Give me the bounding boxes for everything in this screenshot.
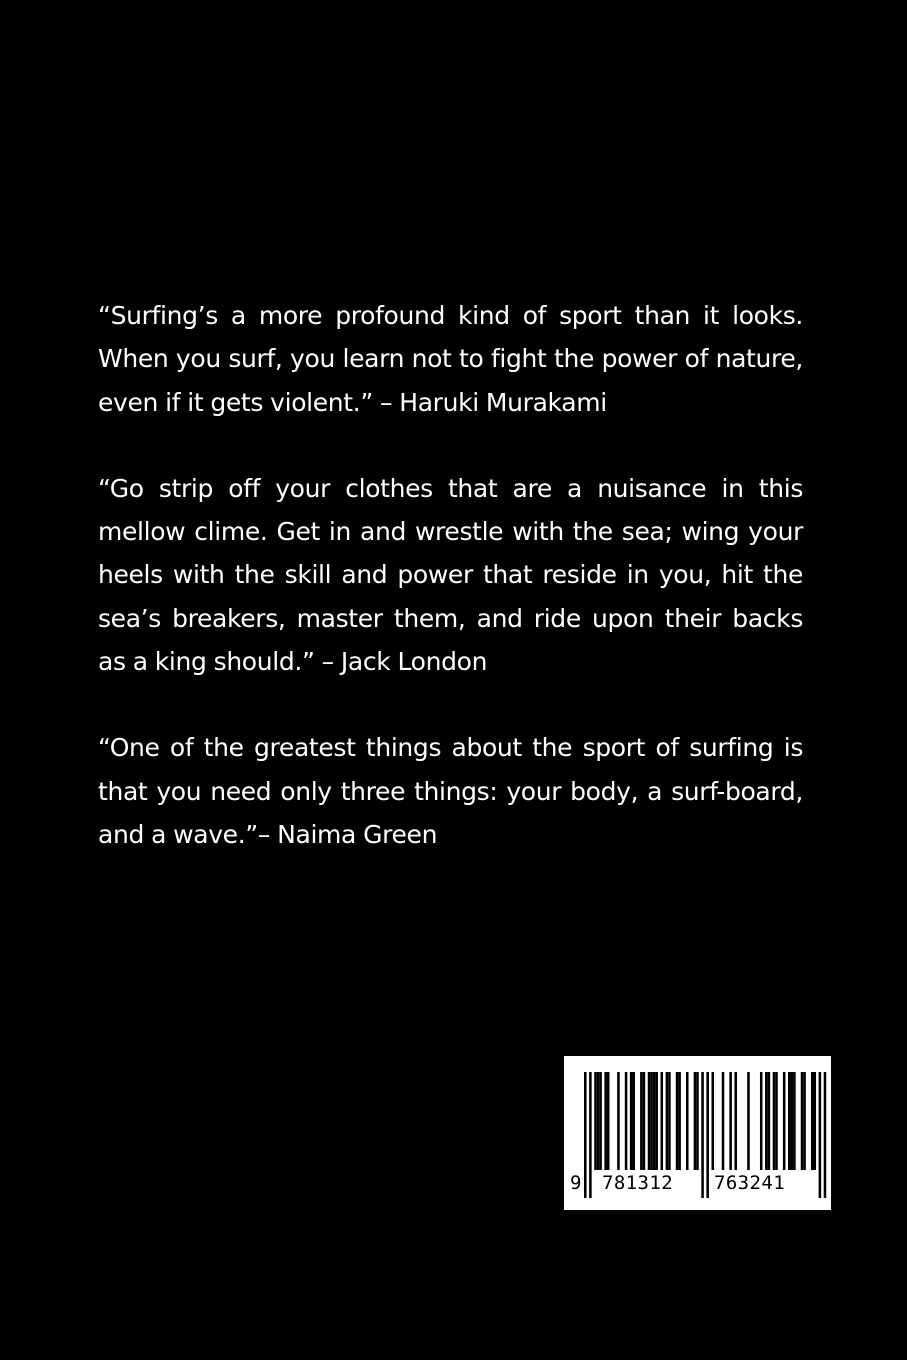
- barcode-bar: [617, 1072, 620, 1170]
- barcode-bar: [632, 1072, 635, 1170]
- barcode-bar: [648, 1072, 651, 1170]
- barcode-bar: [694, 1072, 697, 1170]
- barcode-bar: [760, 1072, 763, 1170]
- barcode-bar: [729, 1072, 732, 1170]
- barcode-guard-bar: [701, 1072, 704, 1198]
- barcode-bar: [604, 1072, 607, 1170]
- barcode-bar: [775, 1072, 778, 1170]
- barcode-bar: [734, 1072, 737, 1170]
- barcode-guard-bar: [584, 1072, 587, 1198]
- barcode-bar: [801, 1072, 804, 1170]
- barcode-bar: [722, 1072, 725, 1170]
- quote-london: “Go strip off your clothes that are a nuisance in this mellow clime. Get in and wrestle with the sea; wing your heels with the skill and power that reside in you, hit the sea’s breakers, master them, and ride upon their backs as a king should.” – Jack London: [98, 473, 803, 677]
- barcode-bar: [630, 1072, 633, 1170]
- barcode-bar: [747, 1072, 750, 1170]
- barcode-lead-digit: 9: [570, 1172, 582, 1194]
- barcode-right-digits: 763241: [714, 1172, 786, 1194]
- barcode-bar: [765, 1072, 768, 1170]
- barcode-bar: [803, 1072, 806, 1170]
- barcode-bar: [686, 1072, 689, 1170]
- barcode-bar: [661, 1072, 664, 1170]
- barcode-bar: [607, 1072, 610, 1170]
- barcode-bar: [666, 1072, 669, 1170]
- barcode-guard-bar: [819, 1072, 822, 1198]
- barcode-bar: [597, 1072, 600, 1170]
- barcode-guard-bar: [589, 1072, 592, 1198]
- barcode-bar: [643, 1072, 646, 1170]
- barcode-bar: [712, 1072, 715, 1170]
- barcode-bar: [676, 1072, 679, 1170]
- barcode-bar: [814, 1072, 817, 1170]
- barcode-bar: [696, 1072, 699, 1170]
- barcode-guard-bar: [824, 1072, 827, 1198]
- barcode-guard-bar: [706, 1072, 709, 1198]
- barcode-bar: [653, 1072, 656, 1170]
- barcode-bar: [791, 1072, 794, 1170]
- barcode-bar: [811, 1072, 814, 1170]
- quote-green: “One of the greatest things about the sport of surfing is that you need only three things: your body, a surf-board, and a wave.”– Naima Green: [98, 733, 803, 849]
- barcode-bar: [678, 1072, 681, 1170]
- barcode-bar: [655, 1072, 658, 1170]
- barcode-bar: [793, 1072, 796, 1170]
- barcode-bar: [650, 1072, 653, 1170]
- barcode-left-digits: 781312: [602, 1172, 674, 1194]
- barcode-bar: [594, 1072, 597, 1170]
- barcode-bar: [788, 1072, 791, 1170]
- barcode-bar: [640, 1072, 643, 1170]
- isbn-barcode: [564, 1056, 831, 1210]
- barcode-bar: [625, 1072, 628, 1170]
- quote-murakami: “Surfing’s a more profound kind of sport than it looks. When you surf, you learn not to fight the power of nature, even if it gets violent.” – Haruki Murakami: [98, 301, 803, 417]
- barcode-bar: [783, 1072, 786, 1170]
- barcode-bar: [773, 1072, 776, 1170]
- barcode-bar: [668, 1072, 671, 1170]
- barcode-bar: [599, 1072, 602, 1170]
- quotes-section: [98, 294, 803, 899]
- barcode-bar: [768, 1072, 771, 1170]
